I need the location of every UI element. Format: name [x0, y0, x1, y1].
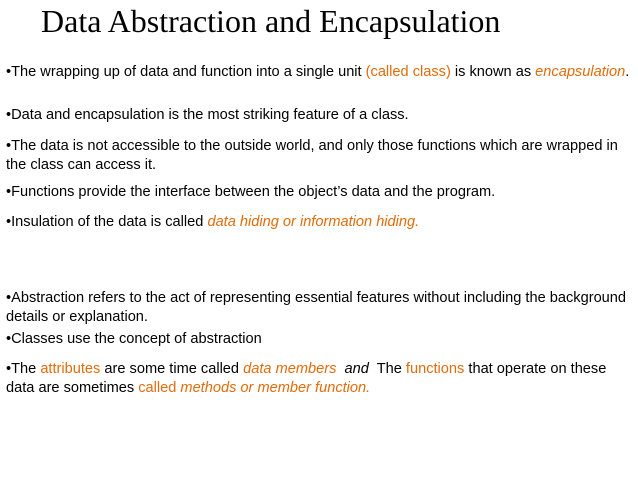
- bullet-text: .: [625, 64, 630, 80]
- highlight-attributes: attributes: [40, 361, 101, 377]
- emphasis-and: and: [344, 361, 369, 377]
- bullet-marker: •: [6, 361, 12, 377]
- bullet-text: Data and encapsulation is the most striking feature of a class.: [11, 107, 409, 123]
- bullet-interface: [6, 183, 632, 202]
- highlight-data-members: data members: [243, 361, 337, 377]
- bullet-attributes-functions: [6, 360, 632, 398]
- highlight-encapsulation: encapsulation: [535, 64, 626, 80]
- highlight-called-class: (called class): [365, 64, 451, 80]
- bullet-text: [336, 361, 344, 377]
- bullet-insulation: [6, 213, 632, 232]
- bullet-classes-abstraction: [6, 330, 632, 349]
- bullet-text: that operate on these data are sometimes: [6, 361, 607, 396]
- highlight-called: called: [138, 380, 181, 396]
- bullet-marker: •: [6, 107, 12, 123]
- bullet-marker: •: [6, 64, 12, 80]
- bullet-text: are some time called: [100, 361, 244, 377]
- highlight-functions: functions: [405, 361, 465, 377]
- bullet-data-access: [6, 137, 632, 175]
- bullet-marker: •: [6, 184, 12, 200]
- bullet-text: Abstraction refers to the act of representing essential features without including the background details or explanation.: [6, 290, 627, 325]
- bullet-text: The: [368, 361, 406, 377]
- bullet-encapsulation-definition: [6, 63, 632, 82]
- highlight-methods: methods or member function.: [180, 380, 371, 396]
- highlight-data-hiding: data hiding or information hiding.: [207, 214, 420, 230]
- bullet-marker: •: [6, 290, 12, 306]
- bullet-text: The: [11, 361, 41, 377]
- bullet-text: Classes use the concept of abstraction: [11, 331, 262, 347]
- bullet-text: Functions provide the interface between the object’s data and the program.: [11, 184, 496, 200]
- bullet-text: The data is not accessible to the outside world, and only those functions which are wrapped in the class can access it.: [6, 138, 618, 173]
- bullet-text: Insulation of the data is called: [11, 214, 208, 230]
- bullet-text: is known as: [450, 64, 536, 80]
- bullet-striking-feature: [6, 106, 632, 125]
- bullet-marker: •: [6, 214, 12, 230]
- bullet-abstraction-definition: [6, 289, 632, 327]
- slide-title: Data Abstraction and Encapsulation: [41, 3, 501, 39]
- bullet-marker: •: [6, 331, 12, 347]
- bullet-marker: •: [6, 138, 12, 154]
- bullet-text: The wrapping up of data and function into a single unit: [11, 64, 366, 80]
